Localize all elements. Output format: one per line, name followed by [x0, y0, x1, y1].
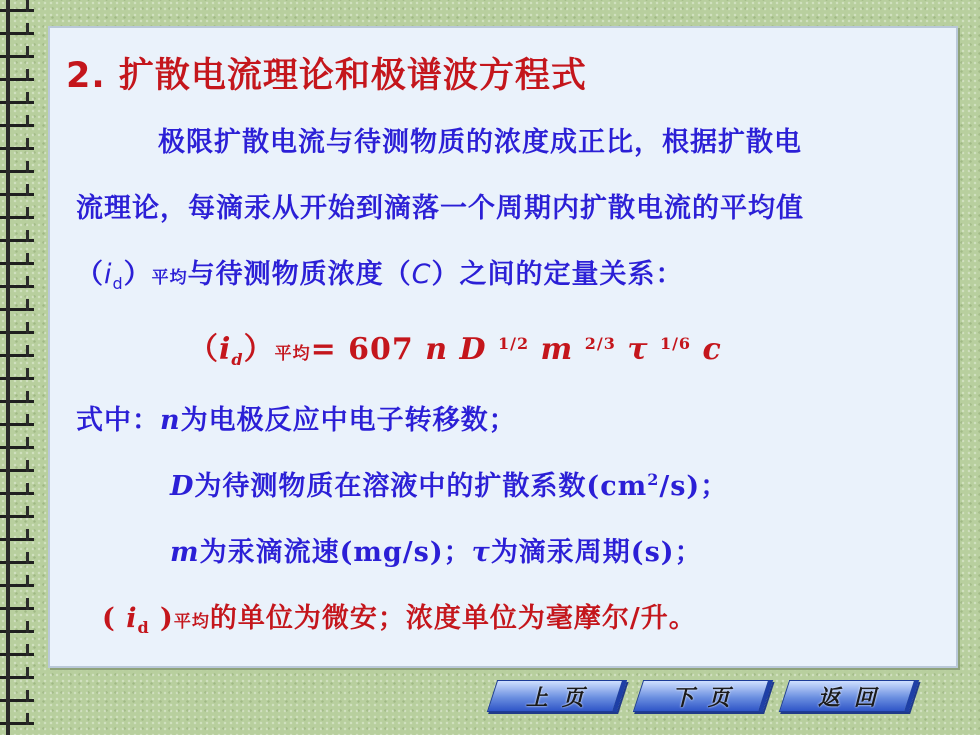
def4-sub-d: d: [137, 618, 150, 637]
def-line-3: [170, 530, 703, 569]
def-text-D: 为待测物质在溶液中的扩散系数(cm: [194, 471, 648, 502]
def-text-m: 为汞滴流速(mg/s)；: [199, 537, 472, 568]
avg-label: 平均: [151, 268, 188, 288]
def-var-n: n: [160, 405, 181, 436]
para-line-3-text-a: 与待测物质浓度（: [187, 259, 412, 290]
eq-rhs-const: = 607: [310, 332, 426, 367]
prev-page-button[interactable]: [487, 680, 627, 712]
eq-exp-2: 2/3: [584, 334, 616, 353]
para-line-3-text-b: ）之间的定量关系：: [431, 259, 684, 290]
def4-text: 的单位为微安；浓度单位为毫摩尔/升。: [209, 603, 697, 634]
eq-sub-d: d: [231, 350, 244, 369]
eq-var-tau: τ: [627, 332, 649, 367]
paren-open: （: [76, 259, 104, 290]
def4-var-i: i: [126, 603, 138, 634]
slide-panel: [48, 26, 958, 668]
paren-close: ）: [123, 259, 152, 290]
def-var-D: D: [170, 471, 195, 502]
sub-d: d: [112, 274, 124, 293]
eq-exp-3: 1/6: [659, 334, 692, 353]
eq-var-D: D: [459, 332, 487, 367]
equation: [188, 324, 722, 369]
eq-exp-1: 1/2: [497, 334, 530, 353]
var-i: i: [104, 259, 113, 290]
eq-avg-label: 平均: [274, 344, 311, 364]
eq-var-m: m: [540, 332, 574, 367]
def-line-4: [102, 596, 697, 637]
eq-var-i: i: [219, 332, 232, 367]
def-sup-2: 2: [647, 470, 660, 489]
para-line-3: [76, 252, 684, 293]
def-prefix: 式中：: [76, 405, 160, 436]
prev-page-label: 上页: [525, 684, 598, 711]
def4-paren-close: ): [149, 603, 174, 634]
eq-var-n: n: [425, 332, 449, 367]
def-tail-D: /s)；: [659, 471, 729, 502]
next-page-label: 下页: [671, 684, 744, 711]
def-var-m: m: [170, 537, 200, 568]
def-line-1: [76, 398, 517, 437]
next-page-button[interactable]: [633, 680, 773, 712]
slide-title: 2. 扩散电流理论和极谱波方程式: [66, 56, 587, 96]
back-label: 返回: [817, 684, 890, 711]
def4-paren-open: (: [102, 603, 127, 634]
eq-paren-close: ）: [243, 332, 275, 367]
para-line-1: 极限扩散电流与待测物质的浓度成正比，根据扩散电: [158, 127, 802, 158]
para-line-2: 流理论，每滴汞从开始到滴落一个周期内扩散电流的平均值: [76, 193, 804, 224]
def-text-tau: 为滴汞周期(s)；: [490, 537, 703, 568]
eq-var-c: c: [702, 332, 722, 367]
back-button[interactable]: [779, 680, 919, 712]
def4-avg-label: 平均: [173, 612, 210, 632]
def-text-n: 为电极反应中电子转移数；: [180, 405, 517, 436]
eq-paren-open: （: [188, 332, 219, 367]
var-c: C: [411, 259, 432, 290]
def-var-tau: τ: [471, 537, 491, 568]
spiral-binding: [0, 0, 40, 735]
def-line-2: [170, 464, 728, 503]
